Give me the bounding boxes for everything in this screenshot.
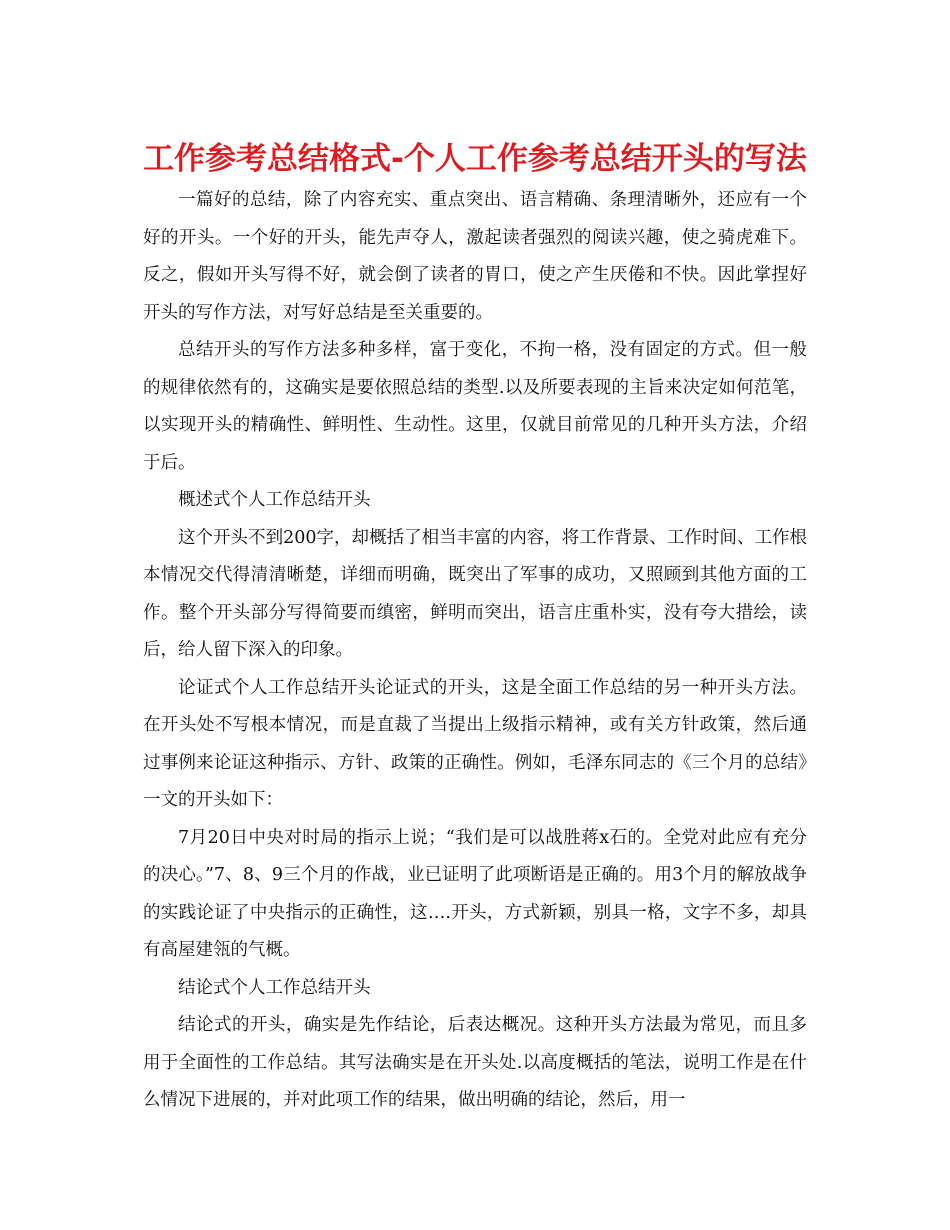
section-heading-conclusion-style: 结论式个人工作总结开头 (178, 977, 371, 998)
paragraph-methods: 总结开头的写作方法多种多样，富于变化，不拘一格，没有固定的方式。但一般的规律依然有的，这确实是要依照总结的类型.以及所要表现的主旨来决定如何范笔，以实现开头的精确性、鲜明性、生动性。这里，仅就目前常见的几种开头方法，介绍于后。 (143, 340, 807, 473)
paragraph-intro: 一篇好的总结，除了内容充实、重点突出、语言精确、条理清晰外，还应有一个好的开头。一个好的开头，能先声夺人，激起读者强烈的阅读兴趣，使之骑虎难下。反之，假如开头写得不好，就会倒了读者的胃口，使之产生厌倦和不快。因此掌捏好开头的写作方法，对写好总结是至关重要的。 (143, 190, 807, 323)
paragraph-quote-example: 7月20日中央对时局的指示上说；“我们是可以战胜蒋x石的。全党对此应有充分的决心。”7、8、9三个月的作战，业已证明了此项断语是正确的。用3个月的解放战争的实践论证了中央指示的正确性，这….开头，方式新颖，别具一格，文字不多，却具有高屋建瓴的气概。 (143, 827, 807, 960)
paragraph-argument-style: 论证式个人工作总结开头论证式的开头，这是全面工作总结的另一种开头方法。在开头处不写根本情况，而是直裁了当提出上级指示精神，或有关方针政策，然后通过事例来论证这种指示、方针、政策的正确性。例如，毛泽东同志的《三个月的总结》一文的开头如下： (143, 677, 807, 810)
section-heading-summary-style: 概述式个人工作总结开头 (178, 490, 371, 510)
document-title: 工作参考总结格式-个人工作参考总结开头的写法 (143, 141, 807, 177)
document-body (143, 136, 807, 1120)
paragraph-summary-style: 这个开头不到200字，却概括了相当丰富的内容，将工作背景、工作时间、工作根本情况交代得清清晰楚，详细而明确，既突出了军事的成功，又照顾到其他方面的工作。整个开头部分写得简要而缜密，鲜明而突出，语言庄重朴实，没有夸大措绘，读后，给人留下深入的印象。 (143, 527, 807, 660)
paragraph-conclusion-style: 结论式的开头，确实是先作结论，后表达概况。这种开头方法最为常见，而且多用于全面性的工作总结。其写法确实是在开头处.以高度概括的笔法，说明工作是在什么情况下进展的，并对此项工作的结果，做出明确的结论，然后，用一 (143, 1015, 807, 1110)
